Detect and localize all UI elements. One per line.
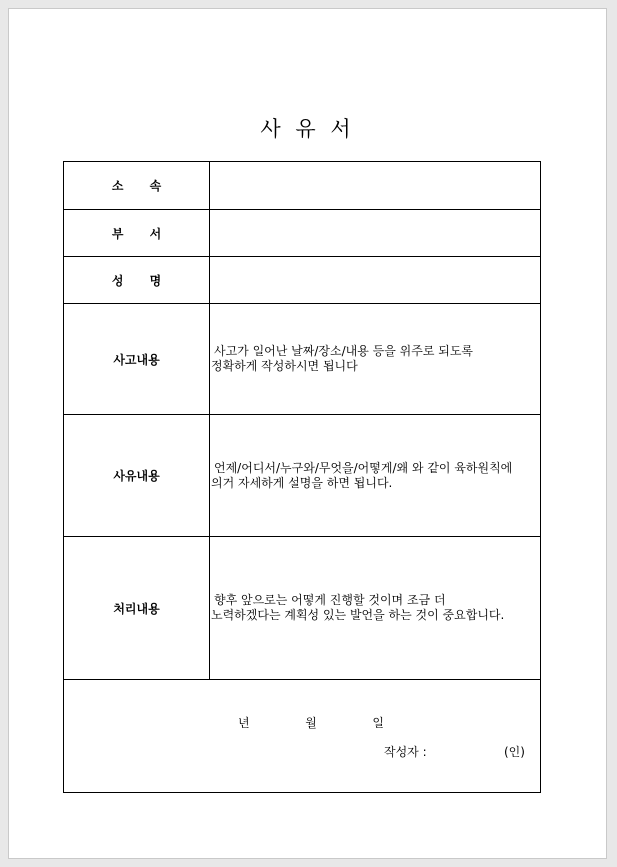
label-action: 처리내용 xyxy=(64,537,210,680)
label-name: 성 명 xyxy=(64,257,210,304)
field-name[interactable] xyxy=(210,257,541,304)
document-page xyxy=(8,8,607,859)
date-line xyxy=(238,714,384,731)
field-affiliation[interactable] xyxy=(210,162,541,210)
reason-text-line2: 의거 자세하게 설명을 하면 됩니다. xyxy=(211,475,393,490)
row-signature xyxy=(64,680,541,793)
incident-text-line2: 정확하게 작성하시면 됩니다 xyxy=(211,359,358,373)
label-department: 부 서 xyxy=(64,210,210,257)
label-reason: 사유내용 xyxy=(64,415,210,537)
row-affiliation xyxy=(64,162,541,210)
row-department xyxy=(64,210,541,257)
month-label: 월 xyxy=(305,716,317,730)
signature-section xyxy=(64,680,541,793)
field-reason[interactable] xyxy=(210,415,541,537)
day-label: 일 xyxy=(372,716,384,730)
row-name xyxy=(64,257,541,304)
action-text-line2: 노력하겠다는 계획성 있는 발언을 하는 것이 중요합니다. xyxy=(211,608,505,622)
year-label: 년 xyxy=(238,716,250,730)
row-reason xyxy=(64,415,541,537)
label-incident: 사고내용 xyxy=(64,304,210,415)
label-affiliation: 소 속 xyxy=(64,162,210,210)
field-incident[interactable] xyxy=(210,304,541,415)
reason-text-line1: 언제/어디서/누구와/무엇을/어떻게/왜 와 같이 육하원칙에 xyxy=(214,460,513,475)
seal-mark: (인) xyxy=(504,745,525,759)
field-action[interactable] xyxy=(210,537,541,680)
document-title: 사 유 서 xyxy=(260,117,355,141)
field-department[interactable] xyxy=(210,210,541,257)
author-label: 작성자 : xyxy=(384,745,427,759)
action-text-line1: 향후 앞으로는 어떻게 진행할 것이며 조금 더 xyxy=(214,593,446,607)
row-action xyxy=(64,537,541,680)
row-incident xyxy=(64,304,541,415)
incident-text-line1: 사고가 일어난 날짜/장소/내용 등을 위주로 되도록 xyxy=(214,344,473,358)
form-table xyxy=(63,161,541,793)
